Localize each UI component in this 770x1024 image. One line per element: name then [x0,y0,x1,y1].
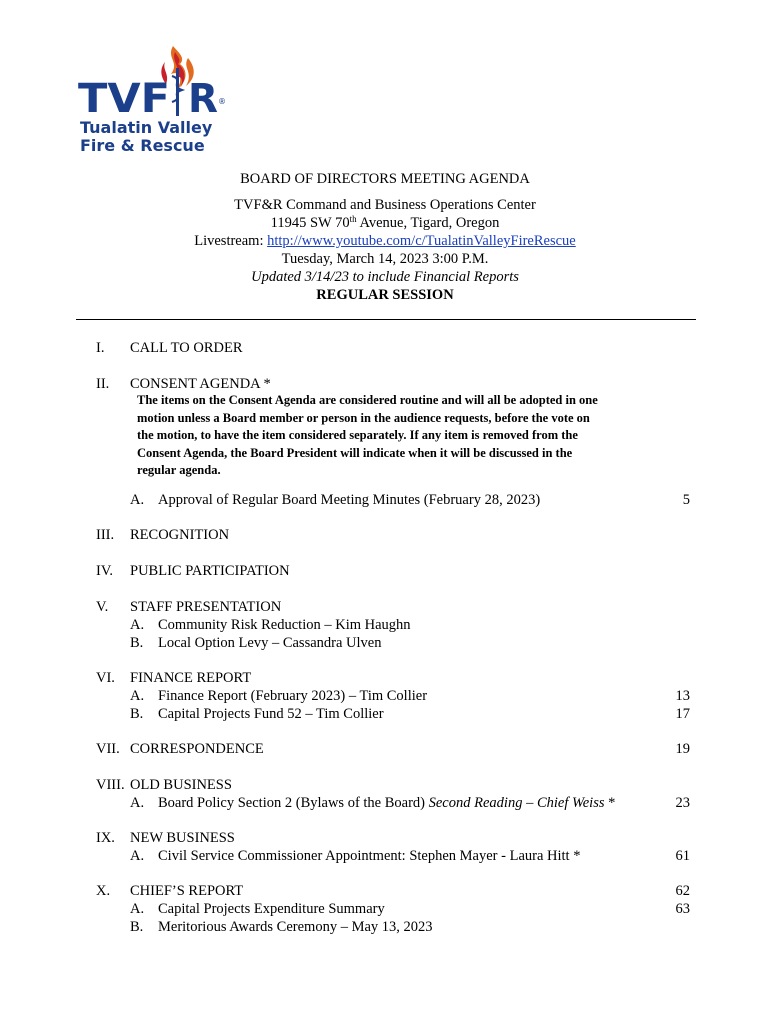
address: 11945 SW 70th Avenue, Tigard, Oregon [270,214,500,231]
page-number: 5 [682,492,690,508]
item-number: I. [96,340,105,356]
livestream-link[interactable]: http://www.youtube.com/c/TualatinValleyFireRescue [267,233,576,249]
meeting-header [0,170,770,304]
flame-emblem-icon [76,42,226,118]
session-label: REGULAR SESSION [316,287,454,303]
sub-item: A. Approval of Regular Board Meeting Minutes (February 28, 2023) 5 [130,492,690,508]
header-divider [76,319,696,320]
page-number: 17 [675,706,690,722]
agenda-item-ii [0,375,770,393]
sub-item: B. Capital Projects Fund 52 – Tim Collier 17 [130,706,690,722]
venue: TVF&R Command and Business Operations Center [234,197,536,213]
agenda-item-v: V. STAFF PRESENTATION [96,599,282,615]
sub-item: B. Meritorious Awards Ceremony – May 13, 2023 [130,919,433,935]
updated-note: Updated 3/14/23 to include Financial Reports [251,269,519,285]
agenda-item-vi: VI. FINANCE REPORT [96,670,252,686]
agenda-item-viii: VIII. OLD BUSINESS [96,777,232,793]
item-title: CALL TO ORDER [130,340,243,356]
agenda-title: BOARD OF DIRECTORS MEETING AGENDA [240,171,530,187]
page-number: 62 [675,883,690,899]
page-number: 61 [675,848,690,864]
svg-text:TVF: TVF [78,76,170,118]
livestream: Livestream: http://www.youtube.com/c/TualatinValleyFireRescue [194,233,576,249]
logo-line-1: Tualatin Valley [80,118,213,137]
consent-agenda-note: The items on the Consent Agenda are considered routine and will all be adopted in one motion unless a Board member or person in the audience requests, before the vote on the motion, to have the item considered separately. If any item is removed from the Consent Agenda, the Board President will indicate when it will be discussed in the regular agenda. [137,393,598,477]
item-number: II. [96,376,110,392]
page-number: 63 [675,901,690,917]
agenda-item-iv: IV. PUBLIC PARTICIPATION [96,563,290,579]
logo-line-2: Fire & Rescue [80,136,205,155]
svg-text:R: R [188,76,218,118]
agenda-item-iii: III. RECOGNITION [96,527,230,543]
page-number: 23 [675,795,690,811]
svg-text:®: ® [218,97,226,106]
tvfr-logo [76,42,226,155]
page-number: 13 [675,688,690,704]
sub-item: A. Finance Report (February 2023) – Tim Collier 13 [130,688,690,704]
agenda-item-ix: IX. NEW BUSINESS [96,830,235,846]
agenda-item-vii: VII. CORRESPONDENCE 19 [96,741,690,757]
item-title: CONSENT AGENDA * [130,376,271,392]
sub-item: A. Capital Projects Expenditure Summary 63 [130,901,690,917]
sub-item: B. Local Option Levy – Cassandra Ulven [130,635,382,651]
agenda-item-i [0,339,770,357]
meeting-date: Tuesday, March 14, 2023 3:00 P.M. [281,251,489,267]
sub-item: A. Community Risk Reduction – Kim Haughn [130,617,411,633]
sub-item: A. Board Policy Section 2 (Bylaws of the Board) Second Reading – Chief Weiss * 23 [130,795,690,811]
agenda-item-x: X. CHIEF’S REPORT 62 [96,883,690,899]
sub-item: A. Civil Service Commissioner Appointment: Stephen Mayer - Laura Hitt * 61 [130,848,690,864]
page-number: 19 [675,741,690,757]
